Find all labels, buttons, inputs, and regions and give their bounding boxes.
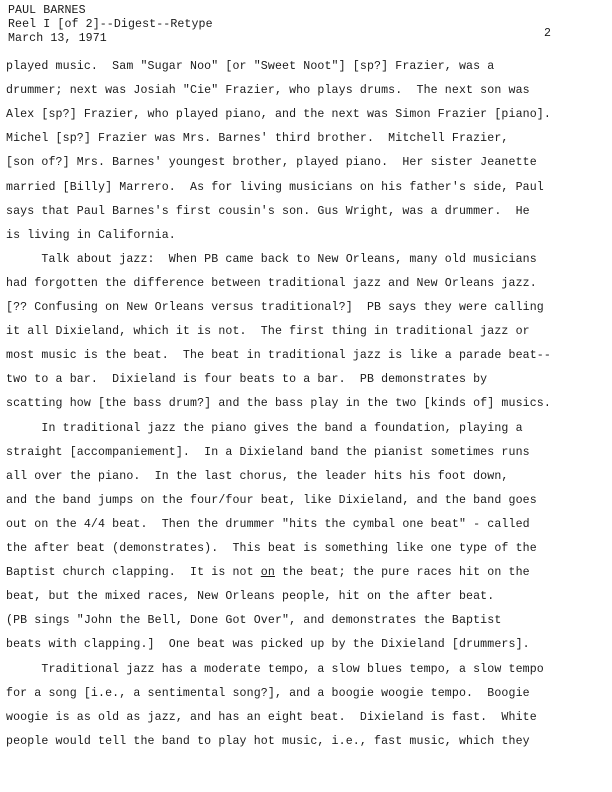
text-run: Baptist church clapping. It is not <box>6 566 261 580</box>
text-line: [son of?] Mrs. Barnes' youngest brother, played piano. Her sister Jeanette <box>6 156 537 170</box>
text-line: Talk about jazz: When PB came back to New Orleans, many old musicians <box>6 252 537 266</box>
text-line: the after beat (demonstrates). This beat is something like one type of the <box>6 542 537 555</box>
text-line: beat, but the mixed races, New Orleans people, hit on the after beat. <box>6 590 495 604</box>
text-line: woogie is as old as jazz, and has an eight beat. Dixieland is fast. White <box>6 710 537 724</box>
text-line: scatting how [the bass drum?] and the bass play in the two [kinds of] musics. <box>6 397 551 411</box>
header-date: March 13, 1971 <box>8 32 107 45</box>
text-run: the beat; the pure races hit on the <box>274 566 530 580</box>
text-line: had forgotten the difference between traditional jazz and New Orleans jazz. <box>6 276 537 290</box>
text-line: In traditional jazz the piano gives the band a foundation, playing a <box>6 421 523 435</box>
header-name: PAUL BARNES <box>8 4 86 17</box>
text-line: beats with clapping.] One beat was picked up by the Dixieland [drummers]. <box>6 638 530 652</box>
page-header <box>8 4 213 46</box>
text-line: people would tell the band to play hot music, i.e., fast music, which they <box>6 734 530 748</box>
text-line: all over the piano. In the last chorus, the leader hits his foot down, <box>6 469 509 483</box>
text-line: it all Dixieland, which it is not. The first thing in traditional jazz or <box>6 325 530 339</box>
text-line: and the band jumps on the four/four beat, like Dixieland, and the band goes <box>6 493 537 507</box>
text-line: married [Billy] Marrero. As for living musicians on his father's side, Paul <box>6 180 544 194</box>
text-line: two to a bar. Dixieland is four beats to a bar. PB demonstrates by <box>6 373 488 387</box>
text-line: (PB sings "John the Bell, Done Got Over", and demonstrates the Baptist <box>6 614 502 628</box>
text-line: [?? Confusing on New Orleans versus traditional?] PB says they were calling <box>6 301 544 314</box>
text-line: most music is the beat. The beat in traditional jazz is like a parade beat-- <box>6 349 551 363</box>
text-line: straight [accompaniement]. In a Dixieland band the pianist sometimes runs <box>6 445 530 459</box>
text-line <box>6 566 530 579</box>
text-line: says that Paul Barnes's first cousin's son. Gus Wright, was a drummer. He <box>6 204 530 218</box>
text-line: Michel [sp?] Frazier was Mrs. Barnes' third brother. Mitchell Frazier, <box>6 132 509 146</box>
text-line: drummer; next was Josiah "Cie" Frazier, who plays drums. The next son was <box>6 84 530 98</box>
page-number: 2 <box>544 27 551 40</box>
header-reel: Reel I [of 2]--Digest--Retype <box>8 18 213 31</box>
text-line: Alex [sp?] Frazier, who played piano, and the next was Simon Frazier [piano]. <box>6 108 551 122</box>
underlined-word: on <box>260 566 275 580</box>
text-line: played music. Sam "Sugar Noo" [or "Sweet Noot"] [sp?] Frazier, was a <box>6 60 495 73</box>
text-line: for a song [i.e., a sentimental song?], and a boogie woogie tempo. Boogie <box>6 686 530 700</box>
text-line: out on the 4/4 beat. Then the drummer "hits the cymbal one beat" - called <box>6 517 530 531</box>
text-line: is living in California. <box>6 228 176 242</box>
text-line: Traditional jazz has a moderate tempo, a slow blues tempo, a slow tempo <box>6 662 544 676</box>
